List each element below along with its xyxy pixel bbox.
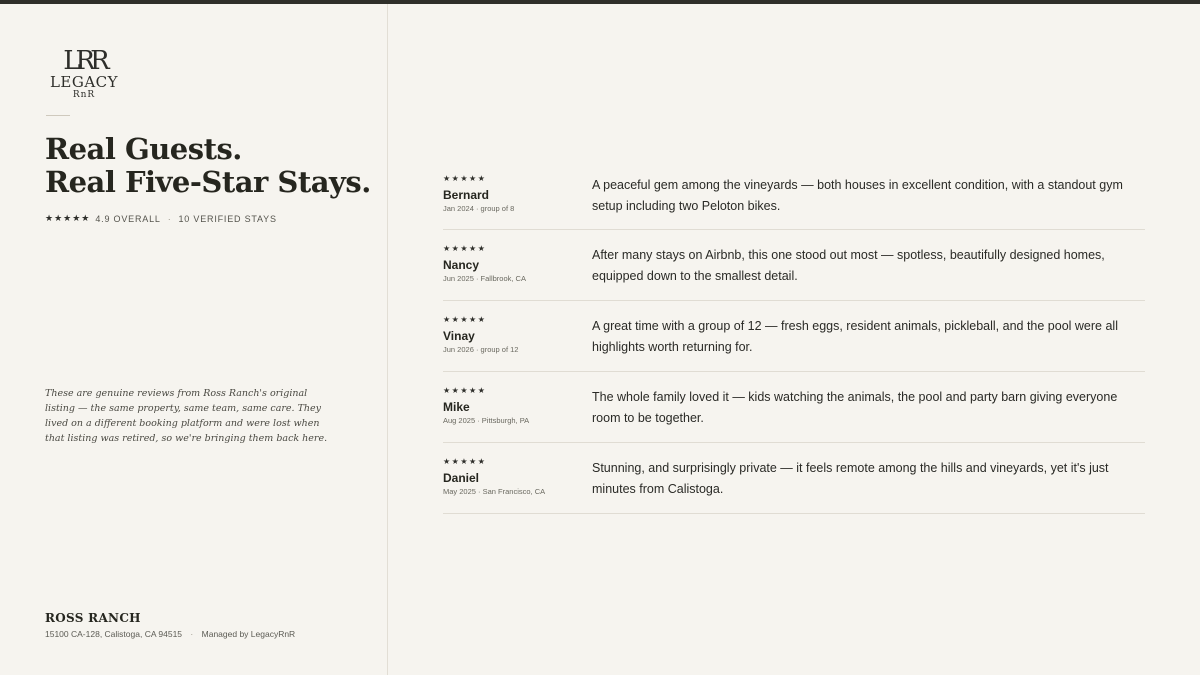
reviewer-name: Bernard xyxy=(443,188,490,202)
logo-mark: LRR xyxy=(63,46,105,76)
review-info: May 2025 · San Francisco, CA xyxy=(443,487,546,496)
property-address-line xyxy=(45,629,295,639)
property-name: ROSS RANCH xyxy=(45,611,141,625)
star-rating-icon: ★★★★★ xyxy=(45,213,91,223)
logo-sub: RnR xyxy=(72,90,96,100)
review-meta xyxy=(443,315,592,356)
managed-by: Managed by LegacyRnR xyxy=(201,629,296,639)
review-text: A peaceful gem among the vineyards — both houses in excellent condition, with a standout gym setup including two Peloton bikes. xyxy=(592,178,1123,213)
legacy-rnr-logo xyxy=(46,48,122,106)
review-item xyxy=(443,230,1145,301)
property-address: 15100 CA-128, Calistoga, CA 94515 xyxy=(45,629,183,639)
rating-summary xyxy=(45,213,277,224)
page-title xyxy=(45,133,375,199)
review-info: Jan 2024 · group of 8 xyxy=(443,204,515,213)
overall-rating: 4.9 OVERALL xyxy=(95,213,161,224)
review-text: The whole family loved it — kids watching the animals, the pool and party barn giving everyone room to be together. xyxy=(592,390,1118,425)
review-info: Jun 2026 · group of 12 xyxy=(443,345,519,354)
logo-name: LEGACY xyxy=(49,73,119,91)
headline-line-2: Real Five-Star Stays. xyxy=(45,165,371,199)
left-panel xyxy=(0,4,388,675)
reviewer-name: Mike xyxy=(443,400,470,414)
reviewer-name: Daniel xyxy=(443,471,480,485)
review-meta xyxy=(443,457,592,498)
review-text: After many stays on Airbnb, this one stood out most — spotless, beautifully designed homes, equipped down to the smallest detail. xyxy=(592,248,1105,283)
star-rating-icon: ★★★★★ xyxy=(443,457,487,466)
star-rating-icon: ★★★★★ xyxy=(443,174,487,183)
intro-note: These are genuine reviews from Ross Ranch's original listing — the same property, same team, same care. They lived on a different booking platform and were lost when that listing was retired, so we're bringing them back here. xyxy=(45,388,328,444)
separator: · xyxy=(190,629,194,639)
star-rating-icon: ★★★★★ xyxy=(443,244,487,253)
review-info: Aug 2025 · Pittsburgh, PA xyxy=(443,416,530,425)
divider xyxy=(46,115,70,116)
review-item xyxy=(443,301,1145,372)
review-text: A great time with a group of 12 — fresh eggs, resident animals, pickleball, and the pool were all highlights worth returning for. xyxy=(592,319,1118,354)
verified-stays-count: 10 VERIFIED STAYS xyxy=(178,213,277,224)
review-item xyxy=(443,372,1145,443)
review-meta xyxy=(443,244,592,285)
separator: · xyxy=(167,213,172,224)
headline-line-1: Real Guests. xyxy=(45,132,242,166)
review-item xyxy=(443,160,1145,230)
reviews-list xyxy=(443,160,1145,514)
star-rating-icon: ★★★★★ xyxy=(443,386,487,395)
reviewer-name: Vinay xyxy=(443,329,475,343)
review-item xyxy=(443,443,1145,514)
review-meta xyxy=(443,386,592,427)
review-text: Stunning, and surprisingly private — it feels remote among the hills and vineyards, yet it's just minutes from Calistoga. xyxy=(592,461,1109,496)
review-info: Jun 2025 · Fallbrook, CA xyxy=(443,274,526,283)
reviewer-name: Nancy xyxy=(443,258,480,272)
star-rating-icon: ★★★★★ xyxy=(443,315,487,324)
review-meta xyxy=(443,174,592,215)
